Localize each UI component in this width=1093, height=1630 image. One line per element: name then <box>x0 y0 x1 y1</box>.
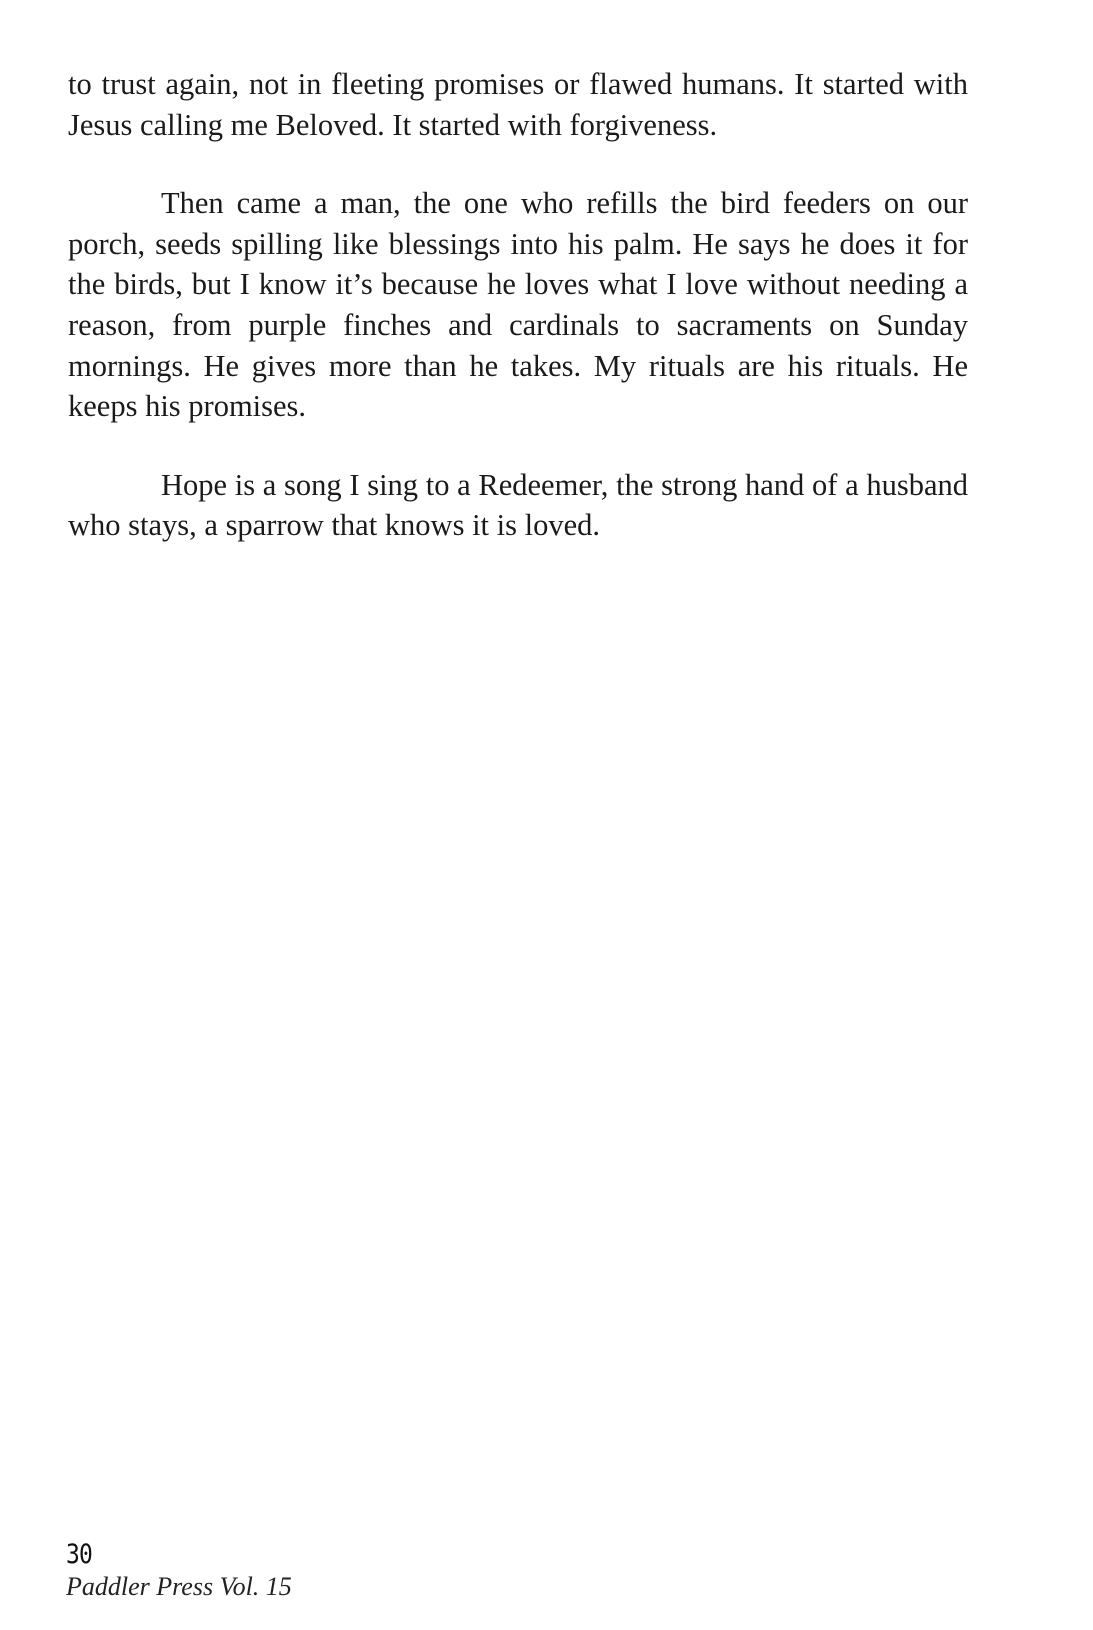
page-body <box>68 64 968 584</box>
paragraph-hope: Hope is a song I sing to a Redeemer, the strong hand of a husband who stays, a sparrow that knows it is loved. <box>68 467 968 543</box>
publication-title: Paddler Press Vol. 15 <box>66 1572 292 1601</box>
paragraph-bird-feeders: Then came a man, the one who refills the bird feeders on our porch, seeds spilling like blessings into his palm. He says he does it for the birds, but I know it’s because he loves what I love without needing a reason, from purple finches and cardinals to sacraments on Sunday mornings. He gives more than he takes. My rituals are his rituals. He keeps his promises. <box>68 186 968 424</box>
paragraph-continuation: to trust again, not in fleeting promises or flawed humans. It started with Jesus calling me Beloved. It started with forgiveness. <box>68 67 968 142</box>
page-footer <box>66 1540 292 1602</box>
page-number: 30 <box>66 1539 92 1570</box>
